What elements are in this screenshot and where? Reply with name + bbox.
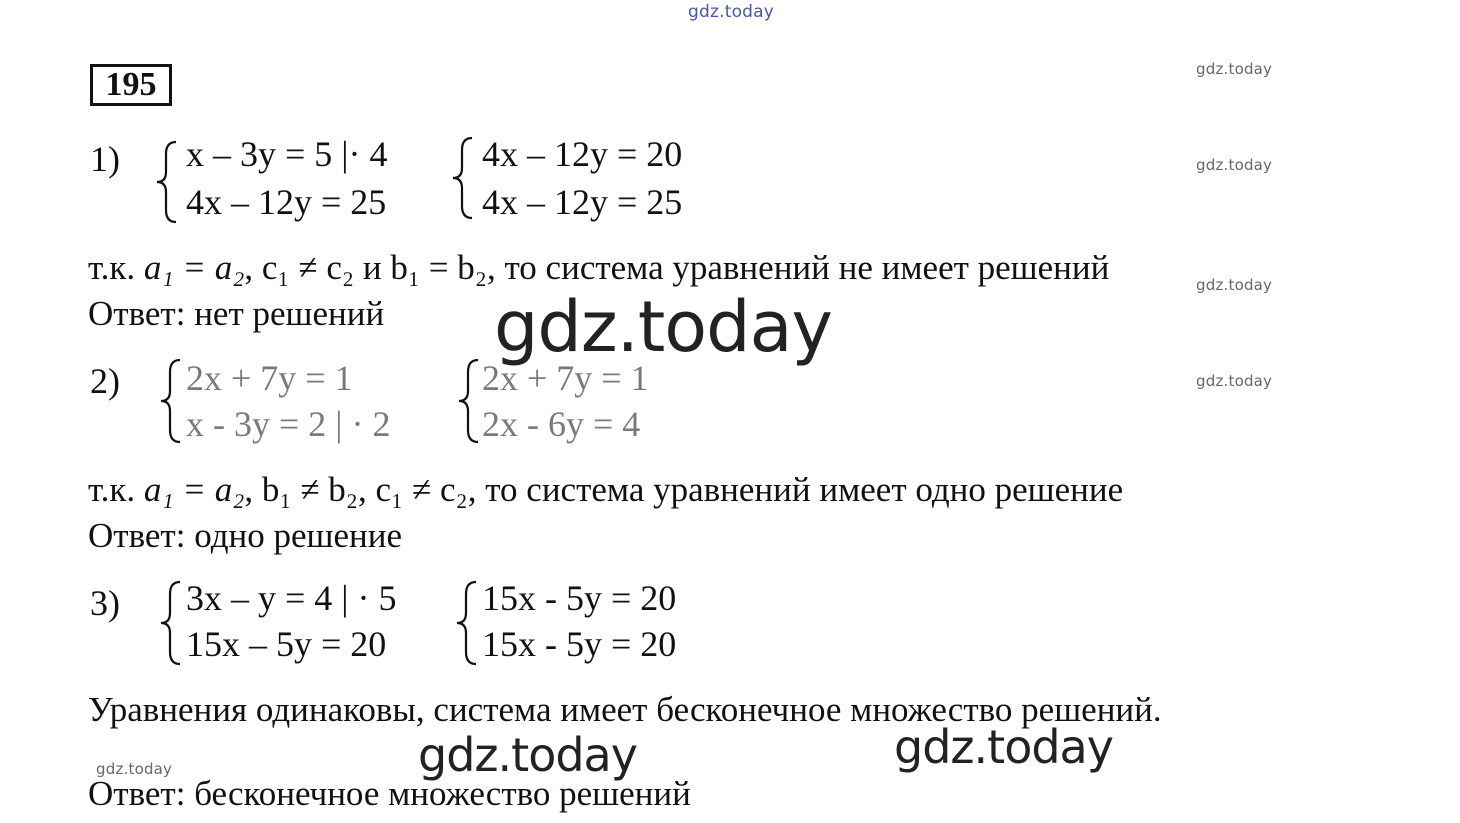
part-2-cond-2: b₁ ≠ b₂ [261,470,359,509]
part-1-cond-1: a₁ = a₂ [143,248,245,287]
part-2-label: 2) [90,361,120,401]
watermark-big-1: gdz.today [494,286,832,368]
part-2-right-eq-2: 2x - 6y = 4 [482,404,641,444]
part-1-right-brace [450,136,476,220]
part-3-answer: Ответ: бесконечное множество решений [88,774,691,813]
part-3-left-brace [158,580,184,666]
part-2-answer: Ответ: одно решение [88,516,402,555]
part-2-left-brace [158,358,184,444]
part-2-reason-suffix: , то система уравнений имеет одно решение [467,470,1124,509]
part-3-left-eq-1: 3x – y = 4 | · 5 [186,578,397,618]
part-1-conj: и [362,248,382,287]
part-1-right-eq-1: 4x – 12y = 20 [482,134,683,174]
part-1-cond-3: b₁ = b₂ [390,248,487,287]
watermark-big-3: gdz.today [894,720,1113,774]
problem-number: 195 [90,64,172,106]
watermark-bottom-small: gdz.today [96,760,173,778]
part-3-right-eq-1: 15x - 5y = 20 [482,578,677,618]
part-2-right-eq-1: 2x + 7y = 1 [482,358,649,398]
part-3-reason: Уравнения одинаковы, система имеет бесконечное множество решений. [88,690,1162,729]
part-1-reason-suffix: , то система уравнений не имеет решений [486,248,1110,287]
part-1-right-eq-2: 4x – 12y = 25 [482,182,683,222]
watermark-side-1: gdz.today [1196,60,1273,78]
part-2-left-eq-2: x - 3y = 2 | · 2 [186,404,391,444]
part-1-answer: Ответ: нет решений [88,294,385,333]
part-1-cond-2: c₁ ≠ c₂ [261,248,355,287]
part-3-left-eq-2: 15x – 5y = 20 [186,624,387,664]
part-2-right-brace [456,358,482,444]
part-2-cond-1: a₁ = a₂ [143,470,245,509]
part-2-left-eq-1: 2x + 7y = 1 [186,358,353,398]
part-3-label: 3) [90,583,120,623]
watermark-side-3: gdz.today [1196,276,1273,294]
watermark-big-2: gdz.today [418,728,637,782]
part-3-right-eq-2: 15x - 5y = 20 [482,624,677,664]
watermark-side-4: gdz.today [1196,372,1273,390]
part-1-reason-prefix: т.к. [88,248,136,287]
part-2-cond-3: c₁ ≠ c₂ [375,470,468,509]
watermark-top: gdz.today [688,2,775,22]
part-2-reason-prefix: т.к. [88,470,136,509]
part-1-left-brace [154,140,180,224]
watermark-side-2: gdz.today [1196,156,1273,174]
part-3-right-brace [454,580,480,666]
part-1-label: 1) [90,139,120,179]
part-1-left-eq-2: 4x – 12y = 25 [186,182,387,222]
part-1-left-eq-1: x – 3y = 5 |· 4 [186,134,388,174]
part-2-reason: т.к. a₁ = a₂, b₁ ≠ b₂, c₁ ≠ c₂, то система уравнений имеет одно решение [88,470,1124,509]
part-1-reason: т.к. a₁ = a₂, c₁ ≠ c₂ и b₁ = b₂, то система уравнений не имеет решений [88,248,1110,287]
